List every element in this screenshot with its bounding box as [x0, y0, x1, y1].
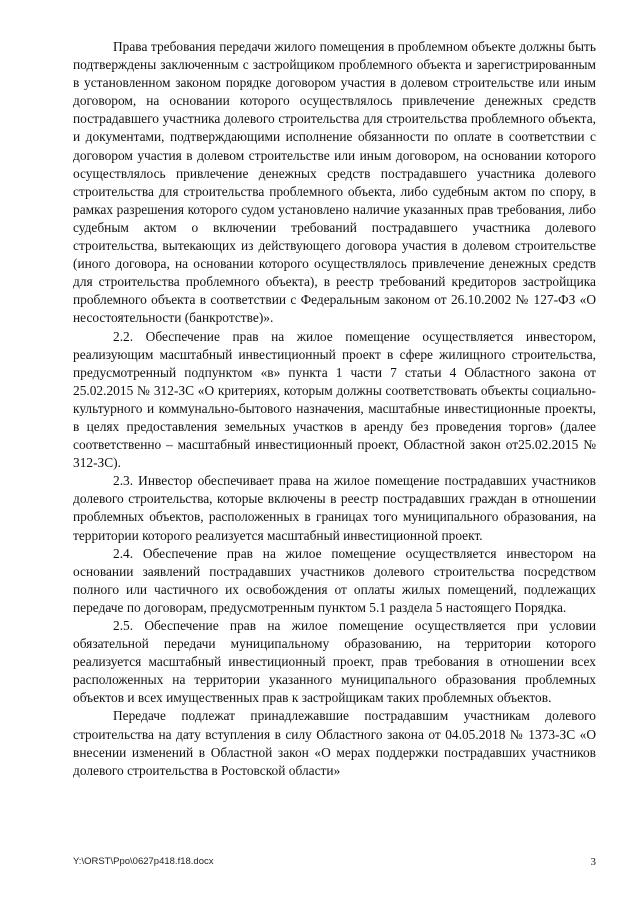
- paragraph-transfer: Передаче подлежат принадлежавшие пострадавшим участникам долевого строительства на дату вступления в силу Областного закона от 04.05.2018 № 1373-ЗС «О внесении изменений в Областной закон «О мерах поддержки пострадавших участников долевого строительства в Ростовской области»: [73, 708, 596, 778]
- paragraph-rights-confirmation: Права требования передачи жилого помещения в проблемном объекте должны быть подтверждены заключенным с застройщиком проблемного объекта и зарегистрированным в установленном законом порядке договором участия в долевом строительстве или иным договором, на основании которого осуществлялось привлечение денежных средств пострадавшего участника долевого строительства для строительства проблемного объекта, и документами, подтверждающими исполнение обязанности по оплате в соответствии с договором участия в долевом строительстве или иным договором, на основании которого осуществлялось привлечение денежных средств пострадавшего участника долевого строительства для строительства проблемного объекта, либо судебным актом по спору, в рамках разрешения которого судом установлено наличие указанных прав требования, либо судебным актом о включении требований пострадавшего участника долевого строительства, вытекающих из действующего договора участия в долевом строительстве (иного договора, на основании которого осуществлялось привлечение денежных средств для строительства проблемного объекта), в реестр требований кредиторов застройщика проблемного объекта в соответствии с Федеральным законом от 26.10.2002 № 127-ФЗ «О несостоятельности (банкротстве)».: [73, 39, 596, 326]
- paragraph-2-4: 2.4. Обеспечение прав на жилое помещение осуществляется инвестором на основании заявлений пострадавших участников долевого строительства посредством полного или частичного их освобождения от оплаты жилых помещений, подлежащих передаче по договорам, предусмотренным пунктом 5.1 раздела 5 настоящего Порядка.: [73, 545, 596, 615]
- paragraph-2-5: 2.5. Обеспечение прав на жилое помещение осуществляется при условии обязательной передачи муниципальному образованию, на территории которого реализуется масштабный инвестиционный проект, прав требования в отношении всех расположенных на территории указанного муниципального образования проблемных объектов и всех имущественных прав к застройщикам таких проблемных объектов.: [73, 618, 596, 706]
- page-number: 3: [590, 856, 596, 868]
- file-path: Y:\ORST\Ppo\0627p418.f18.docx: [73, 856, 214, 867]
- document-body: [73, 38, 596, 780]
- paragraph-2-3: 2.3. Инвестор обеспечивает права на жилое помещение пострадавших участников долевого строительства, которые включены в реестр пострадавших граждан в отношении проблемных объектов, расположенных в границах того муниципального образования, на территории которого реализуется масштабный инвестиционной проект.: [73, 473, 596, 543]
- paragraph-2-2: 2.2. Обеспечение прав на жилое помещение осуществляется инвестором, реализующим масштабный инвестиционный проект в сфере жилищного строительства, предусмотренный подпунктом «в» пункта 1 части 7 статьи 4 Областного закона от 25.02.2015 № 312-ЗС «О критериях, которым должны соответствовать объекты социально-культурного и коммунально-бытового назначения, масштабные инвестиционные проекты, в целях предоставления земельных участков в аренду без проведения торгов» (далее соответственно – масштабный инвестиционный проект, Областной закон от25.02.2015 № 312-ЗС).: [73, 328, 596, 471]
